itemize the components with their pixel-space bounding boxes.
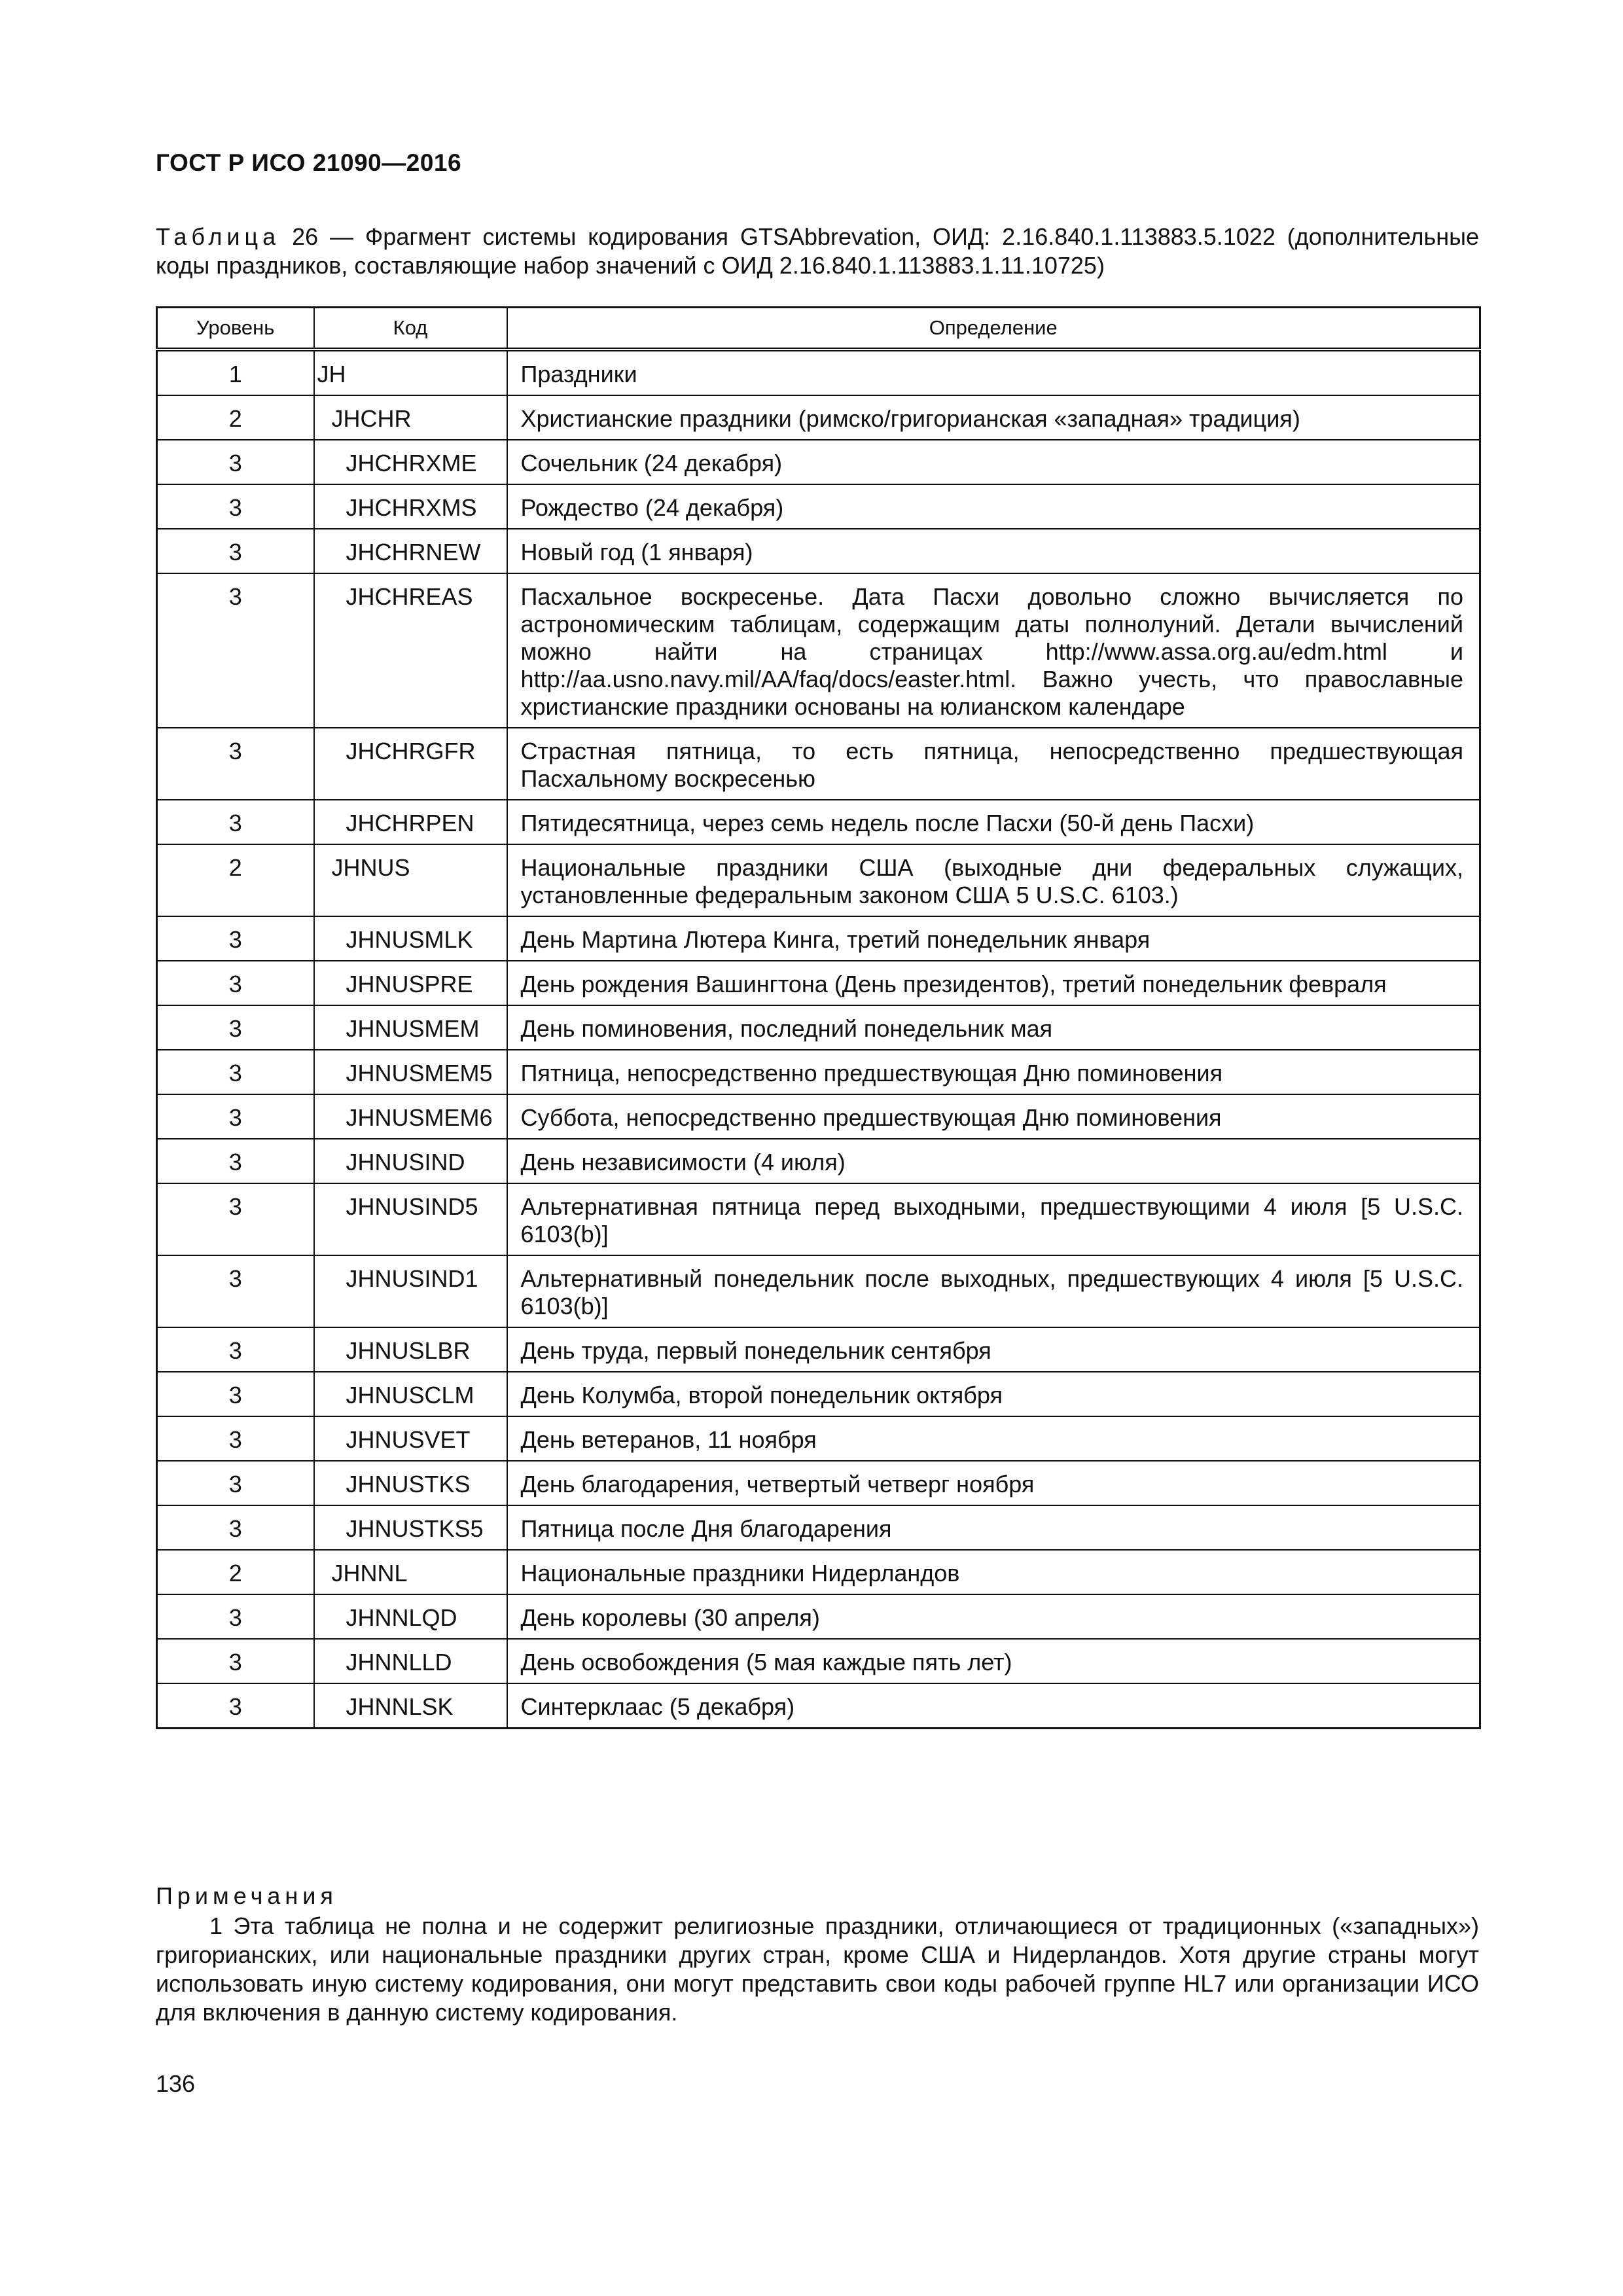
cell-definition: Рождество (24 декабря): [507, 484, 1480, 529]
table-row: [157, 916, 1480, 961]
table-row: [157, 1683, 1480, 1729]
cell-definition: Национальные праздники Нидерландов: [507, 1550, 1480, 1594]
cell-level: 3: [157, 1183, 314, 1255]
table-row: [157, 1416, 1480, 1461]
cell-definition: Пасхальное воскресенье. Дата Пасхи довольно сложно вычисляется по астрономическим таблицам, содержащим даты полнолуний. Детали вычислений можно найти на страницах http://www.assa.org.au/edm.html и http://aa.usno.navy.mil/AA/faq/docs/easter.html. Важно учесть, что православные христианские праздники основаны на юлианском календаре: [507, 573, 1480, 728]
table-row: [157, 395, 1480, 440]
cell-code: JHNUSMEM5: [314, 1050, 507, 1094]
cell-code: JHNUS: [314, 844, 507, 916]
table-row: [157, 1094, 1480, 1139]
table-row: [157, 484, 1480, 529]
cell-level: 2: [157, 844, 314, 916]
table-row: [157, 728, 1480, 800]
cell-level: 3: [157, 728, 314, 800]
cell-code: JHNUSIND5: [314, 1183, 507, 1255]
cell-definition: Суббота, непосредственно предшествующая Дню поминовения: [507, 1094, 1480, 1139]
cell-level: 3: [157, 1505, 314, 1550]
cell-code: JHNUSIND: [314, 1139, 507, 1183]
table-row: [157, 961, 1480, 1005]
table-row: [157, 1050, 1480, 1094]
cell-code: JHNUSPRE: [314, 961, 507, 1005]
cell-definition: День труда, первый понедельник сентября: [507, 1327, 1480, 1372]
cell-level: 3: [157, 1639, 314, 1683]
cell-code: JHNUSVET: [314, 1416, 507, 1461]
table-row: [157, 529, 1480, 573]
page-number: 136: [156, 2070, 196, 2097]
table-row: [157, 1461, 1480, 1505]
table-row: [157, 1327, 1480, 1372]
cell-definition: Синтерклаас (5 декабря): [507, 1683, 1480, 1729]
cell-code: JHNNL: [314, 1550, 507, 1594]
cell-definition: День королевы (30 апреля): [507, 1594, 1480, 1639]
table-row: [157, 1139, 1480, 1183]
cell-definition: Альтернативный понедельник после выходных, предшествующих 4 июля [5 U.S.C. 6103(b)]: [507, 1255, 1480, 1327]
cell-level: 3: [157, 1139, 314, 1183]
cell-level: 3: [157, 800, 314, 844]
cell-code: JHNUSMLK: [314, 916, 507, 961]
cell-definition: Страстная пятница, то есть пятница, непосредственно предшествующая Пасхальному воскресенью: [507, 728, 1480, 800]
cell-code: JHCHRNEW: [314, 529, 507, 573]
table-caption-label: Таблица: [156, 223, 281, 250]
cell-code: JHNUSIND1: [314, 1255, 507, 1327]
cell-definition: Сочельник (24 декабря): [507, 440, 1480, 484]
column-header-definition: Определение: [507, 308, 1480, 350]
cell-definition: Пятница, непосредственно предшествующая Дню поминовения: [507, 1050, 1480, 1094]
table-row: [157, 1639, 1480, 1683]
cell-level: 3: [157, 1372, 314, 1416]
cell-definition: День поминовения, последний понедельник мая: [507, 1005, 1480, 1050]
cell-definition: Национальные праздники США (выходные дни федеральных служащих, установленные федеральным законом США 5 U.S.C. 6103.): [507, 844, 1480, 916]
table-row: [157, 1550, 1480, 1594]
table-caption-text: 26 — Фрагмент системы кодирования GTSAbbrevation, ОИД: 2.16.840.1.113883.5.1022 (дополнительные коды праздников, составляющие набор значений с ОИД 2.16.840.1.113883.1.11.10725): [156, 223, 1479, 279]
cell-definition: День освобождения (5 мая каждые пять лет): [507, 1639, 1480, 1683]
table-row: [157, 844, 1480, 916]
cell-level: 3: [157, 440, 314, 484]
table-row: [157, 350, 1480, 395]
cell-definition: День независимости (4 июля): [507, 1139, 1480, 1183]
cell-code: JHNUSCLM: [314, 1372, 507, 1416]
cell-code: JH: [314, 350, 507, 395]
cell-level: 3: [157, 916, 314, 961]
cell-code: JHNNLLD: [314, 1639, 507, 1683]
cell-definition: Альтернативная пятница перед выходными, предшествующими 4 июля [5 U.S.C. 6103(b)]: [507, 1183, 1480, 1255]
cell-level: 3: [157, 1416, 314, 1461]
cell-code: JHNUSTKS: [314, 1461, 507, 1505]
notes-title: Примечания: [156, 1882, 338, 1909]
cell-definition: Праздники: [507, 350, 1480, 395]
cell-level: 3: [157, 1461, 314, 1505]
cell-level: 3: [157, 1094, 314, 1139]
table-row: [157, 800, 1480, 844]
cell-code: JHNUSMEM: [314, 1005, 507, 1050]
cell-definition: День ветеранов, 11 ноября: [507, 1416, 1480, 1461]
table-row: [157, 573, 1480, 728]
table-row: [157, 440, 1480, 484]
cell-level: 3: [157, 484, 314, 529]
cell-level: 3: [157, 1050, 314, 1094]
cell-definition: День Мартина Лютера Кинга, третий понедельник января: [507, 916, 1480, 961]
cell-definition: День Колумба, второй понедельник октября: [507, 1372, 1480, 1416]
cell-code: JHNUSMEM6: [314, 1094, 507, 1139]
cell-level: 3: [157, 529, 314, 573]
table-row: [157, 1005, 1480, 1050]
table-caption: [156, 223, 1479, 280]
cell-code: JHCHRXME: [314, 440, 507, 484]
cell-level: 3: [157, 1327, 314, 1372]
cell-level: 3: [157, 1255, 314, 1327]
table-row: [157, 1255, 1480, 1327]
cell-level: 1: [157, 350, 314, 395]
cell-definition: День благодарения, четвертый четверг ноября: [507, 1461, 1480, 1505]
table-row: [157, 1372, 1480, 1416]
cell-level: 2: [157, 1550, 314, 1594]
cell-definition: Христианские праздники (римско/григорианская «западная» традиция): [507, 395, 1480, 440]
cell-level: 3: [157, 1594, 314, 1639]
cell-code: JHNUSLBR: [314, 1327, 507, 1372]
table-header-row: [157, 308, 1480, 350]
cell-level: 3: [157, 1683, 314, 1729]
table-row: [157, 1594, 1480, 1639]
cell-definition: День рождения Вашингтона (День президентов), третий понедельник февраля: [507, 961, 1480, 1005]
cell-code: JHNUSTKS5: [314, 1505, 507, 1550]
cell-level: 3: [157, 1005, 314, 1050]
table-row: [157, 1183, 1480, 1255]
cell-code: JHCHRGFR: [314, 728, 507, 800]
cell-code: JHCHREAS: [314, 573, 507, 728]
cell-level: 3: [157, 961, 314, 1005]
table-body: [157, 350, 1480, 1729]
table-row: [157, 1505, 1480, 1550]
cell-code: JHNNLQD: [314, 1594, 507, 1639]
holiday-codes-table: [156, 306, 1481, 1729]
column-header-level: Уровень: [157, 308, 314, 350]
column-header-code: Код: [314, 308, 507, 350]
cell-level: 2: [157, 395, 314, 440]
cell-code: JHCHR: [314, 395, 507, 440]
cell-code: JHCHRXMS: [314, 484, 507, 529]
cell-definition: Пятница после Дня благодарения: [507, 1505, 1480, 1550]
cell-level: 3: [157, 573, 314, 728]
document-header-title: ГОСТ Р ИСО 21090—2016: [156, 149, 462, 176]
cell-code: JHNNLSK: [314, 1683, 507, 1729]
cell-definition: Пятидесятница, через семь недель после Пасхи (50-й день Пасхи): [507, 800, 1480, 844]
cell-code: JHCHRPEN: [314, 800, 507, 844]
cell-definition: Новый год (1 января): [507, 529, 1480, 573]
note-1-text: 1 Эта таблица не полна и не содержит религиозные праздники, отличающиеся от традиционных («западных») григорианских, или национальные праздники других стран, кроме США и Нидерландов. Хотя другие страны могут использовать иную систему кодирования, они могут представить свои коды рабочей группе HL7 или организации ИСО для включения в данную систему кодирования.: [156, 1912, 1479, 2026]
